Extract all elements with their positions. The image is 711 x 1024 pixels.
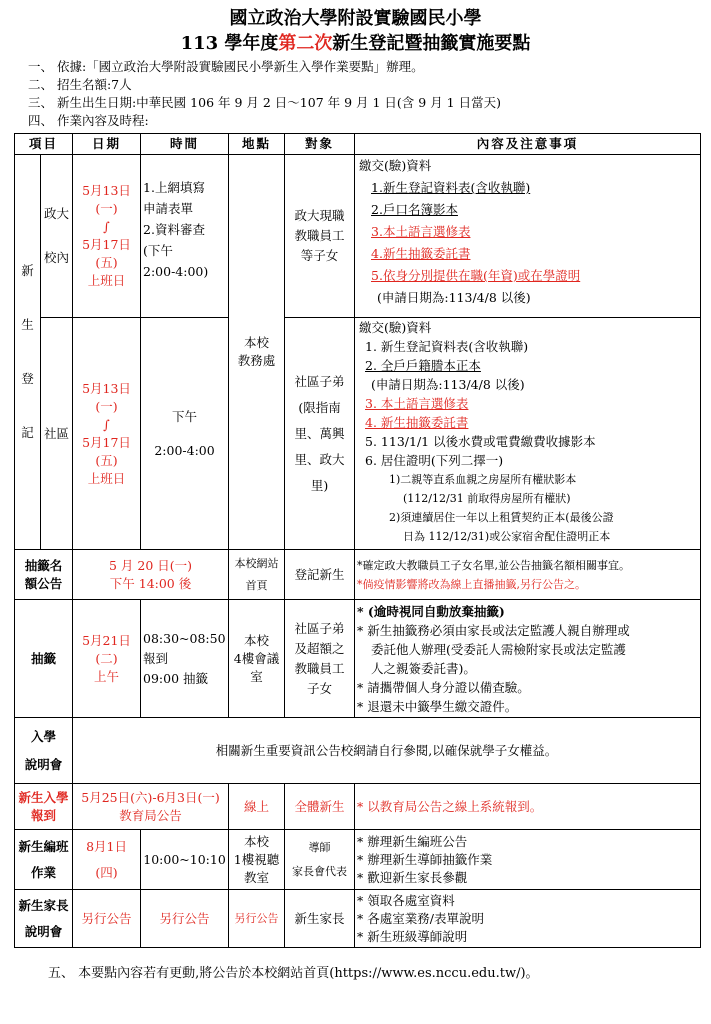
date-line: 上班日 [87, 470, 126, 486]
date-line: (二) [95, 650, 118, 666]
table-row [15, 318, 701, 550]
date-line: (一) [95, 201, 118, 216]
class-content [355, 830, 701, 890]
footer-note: 五、 本要點內容若有更動,將公告於本校網站首頁(https://www.es.nccu.edu.tw/)。 [48, 966, 539, 981]
time-line: 申請表單 [143, 201, 194, 216]
content-line: 5.依身分別提供在職(年資)或在學證明 [371, 268, 581, 283]
target-line: 社區子弟 [294, 373, 345, 389]
sub-label-community: 社區 [41, 318, 73, 550]
sub-label-text: 校內 [44, 250, 70, 265]
date-line: 5月25日(六)-6月3日(一) [81, 789, 220, 805]
content-line: 人之親簽委託書)。 [371, 661, 476, 676]
label-line: 報到 [31, 807, 57, 823]
table-row [15, 784, 701, 830]
sub-label-staff [41, 155, 73, 318]
staff-time [141, 155, 229, 318]
announce-content [355, 550, 701, 600]
place-line: 室 [250, 668, 263, 684]
content-line: 1.新生登記資料表(含收執聯) [371, 180, 531, 195]
time-line: 下午 [172, 408, 198, 424]
lottery-label: 抽籤 [15, 600, 73, 718]
content-line: * (逾時視同自動放棄抽籤) [357, 604, 505, 619]
place-line: 本校 [244, 335, 270, 350]
header-content: 內容及注意事項 [355, 134, 701, 155]
date-line: 8月1日 [86, 838, 127, 854]
time-line: 2:00-4:00 [154, 442, 215, 458]
subtitle-year: 113 學年度 [180, 33, 279, 54]
class-place [229, 830, 285, 890]
date-line: ∫ [103, 219, 110, 234]
content-line: * 各處室業務/表單說明 [357, 910, 484, 926]
place-line: 本校 [244, 833, 270, 849]
subtitle-rest: 新生登記暨抽籤實施要點 [332, 33, 531, 54]
target-line: 等子女 [300, 248, 339, 263]
registration-char: 登 [21, 371, 34, 386]
content-line: 1)二親等直系血親之房屋所有權狀影本 [389, 473, 577, 486]
place-line: 首頁 [245, 578, 268, 592]
target-line: 子女 [307, 680, 333, 696]
date-line: (一) [95, 398, 118, 414]
lottery-content [355, 600, 701, 718]
label-line: 作業 [31, 864, 57, 880]
label-line: 說明會 [24, 923, 63, 939]
parents-content [355, 890, 701, 948]
date-line: 5 月 20 日(一) [108, 557, 193, 573]
target-line: 里) [310, 477, 329, 493]
time-line: (下午 [143, 243, 173, 258]
target-line: 里、萬興 [294, 425, 345, 441]
announce-label [15, 550, 73, 600]
report-target: 全體新生 [285, 784, 355, 830]
class-label [15, 830, 73, 890]
content-line: 4.新生抽籤委託書 [371, 246, 471, 261]
intro-item-birthdate: 三、 新生出生日期:中華民國 106 年 9 月 2 日～107 年 9 月 1 日(含 9 月 1 日當天) [28, 95, 501, 110]
label-line: 入學 [31, 728, 57, 744]
content-line: 2. 全戶戶籍謄本正本 [365, 358, 481, 373]
content-line: (申請日期為:113/4/8 以後) [377, 290, 531, 305]
class-time: 10:00~10:10 [141, 830, 229, 890]
time-line: 2:00-4:00) [143, 264, 209, 279]
target-line: 社區子弟 [294, 620, 345, 636]
class-date [73, 830, 141, 890]
target-line: 家長會代表 [292, 864, 348, 878]
content-line: 2.戶口名簿影本 [371, 202, 458, 217]
lottery-place [229, 600, 285, 718]
table-row [15, 155, 701, 318]
table-row [15, 600, 701, 718]
parents-label [15, 890, 73, 948]
content-line: * 辦理新生編班公告 [357, 833, 468, 849]
content-line: *倘疫情影響將改為線上直播抽籤,另行公告之。 [357, 577, 587, 591]
time-line: 09:00 抽籤 [143, 670, 209, 686]
parents-place: 另行公告 [229, 890, 285, 948]
staff-target [285, 155, 355, 318]
report-date [73, 784, 229, 830]
content-line: 繳交(驗)資料 [359, 158, 432, 173]
announce-target: 登記新生 [285, 550, 355, 600]
date-line: ∫ [103, 416, 110, 432]
target-line: 政大現職 [294, 208, 345, 223]
label-line: 新生入學 [18, 789, 69, 805]
content-line: 4. 新生抽籤委託書 [365, 415, 469, 430]
report-place: 線上 [229, 784, 285, 830]
staff-date [73, 155, 141, 318]
content-line: * 歡迎新生家長參觀 [357, 869, 468, 885]
registration-place [229, 155, 285, 550]
intro-item-quota: 二、 招生名額:7人 [28, 77, 132, 92]
orientation-content: 相關新生重要資訊公告校網請自行參閱,以確保就學子女權益。 [73, 718, 701, 784]
community-target [285, 318, 355, 550]
label-line: 新生編班 [18, 838, 69, 854]
target-line: 導師 [308, 840, 331, 854]
date-line: 5月17日 [82, 237, 131, 252]
label-line: 說明會 [24, 756, 63, 772]
content-line: * 新生抽籤務必須由家長或法定監護人親自辦理或 [357, 623, 630, 638]
time-line: 2.資料審查 [143, 222, 205, 237]
target-line: 教職員工 [294, 660, 345, 676]
place-line: 教務處 [237, 353, 276, 368]
community-date [73, 318, 141, 550]
date-line: 5月13日 [82, 380, 131, 396]
content-line: 繳交(驗)資料 [359, 320, 432, 335]
lottery-time [141, 600, 229, 718]
content-line: 委託他人辦理(受委託人需檢附家長或法定監護 [371, 642, 626, 657]
header-item: 項目 [15, 134, 73, 155]
report-label [15, 784, 73, 830]
content-line: 日為 112/12/31)或公家宿舍配住證明正本 [403, 530, 611, 543]
subtitle-round: 第二次 [278, 33, 333, 54]
date-line: (四) [95, 864, 118, 880]
date-line: (五) [95, 452, 118, 468]
parents-date: 另行公告 [73, 890, 141, 948]
intro-item-basis: 一、 依據:「國立政治大學附設實驗國民小學新生入學作業要點」辦理。 [28, 59, 424, 74]
header-target: 對象 [285, 134, 355, 155]
content-line: * 請攜帶個人身分證以備查驗。 [357, 680, 530, 695]
table-row [15, 718, 701, 784]
announce-date [73, 550, 229, 600]
date-line: 上班日 [87, 273, 126, 288]
lottery-date [73, 600, 141, 718]
lottery-target [285, 600, 355, 718]
report-content: * 以教育局公告之線上系統報到。 [355, 784, 701, 830]
content-line: (申請日期為:113/4/8 以後) [371, 377, 525, 392]
date-line: 5月21日 [82, 632, 131, 648]
table-row [15, 550, 701, 600]
content-line: * 辦理新生導師抽籤作業 [357, 851, 493, 867]
date-line: 上午 [94, 668, 120, 684]
parents-time: 另行公告 [141, 890, 229, 948]
schedule-table [14, 133, 701, 948]
registration-label [15, 155, 41, 550]
registration-char: 生 [21, 317, 34, 332]
header-date: 日期 [73, 134, 141, 155]
target-line: 及超額之 [294, 640, 345, 656]
content-line: * 退還未中籤學生繳交證件。 [357, 699, 518, 714]
place-line: 本校 [244, 632, 270, 648]
registration-char: 記 [21, 425, 34, 440]
intro-item-schedule: 四、 作業內容及時程: [28, 113, 149, 128]
date-line: 5月13日 [82, 183, 131, 198]
content-line: 3.本土語言選修表 [371, 224, 471, 239]
header-time: 時間 [141, 134, 229, 155]
content-line: 2)須連續居住一年以上租賃契約正本(最後公證 [389, 511, 614, 524]
label-line: 抽籤名 [24, 557, 63, 573]
table-header-row [15, 134, 701, 155]
place-line: 本校網站 [234, 556, 279, 570]
community-content [355, 318, 701, 550]
time-line: 報到 [143, 650, 169, 666]
document-subtitle [0, 33, 711, 55]
content-line: 3. 本土語言選修表 [365, 396, 469, 411]
staff-content [355, 155, 701, 318]
content-line: *確定政大教職員工子女名單,並公告抽籤名額相關事宜。 [357, 558, 631, 572]
time-line: 1.上網填寫 [143, 180, 205, 195]
content-line: (112/12/31 前取得房屋所有權狀) [403, 492, 571, 505]
registration-char: 新 [21, 263, 34, 278]
place-line: 1樓視聽 [233, 851, 280, 867]
parents-target: 新生家長 [285, 890, 355, 948]
date-line: 教育局公告 [119, 807, 182, 823]
header-place: 地點 [229, 134, 285, 155]
date-line: (五) [95, 255, 118, 270]
label-line: 額公告 [24, 575, 63, 591]
content-line: * 領取各處室資料 [357, 892, 455, 908]
place-line: 教室 [244, 869, 270, 885]
time-line: 08:30~08:50 [143, 630, 226, 646]
table-row [15, 830, 701, 890]
target-line: (限指南 [298, 399, 341, 415]
date-line: 下午 14:00 後 [109, 575, 192, 591]
place-line: 4樓會議 [233, 650, 280, 666]
orientation-label [15, 718, 73, 784]
date-line: 5月17日 [82, 434, 131, 450]
target-line: 教職員工 [294, 228, 345, 243]
content-line: 5. 113/1/1 以後水費或電費繳費收據影本 [365, 434, 596, 449]
content-line: 6. 居住證明(下列二擇一) [365, 453, 504, 468]
table-row [15, 890, 701, 948]
community-time [141, 318, 229, 550]
intro-list [28, 58, 501, 130]
content-line: * 新生班級導師說明 [357, 928, 468, 944]
document-title: 國立政治大學附設實驗國民小學 [229, 8, 482, 29]
announce-place [229, 550, 285, 600]
content-line: 1. 新生登記資料表(含收執聯) [365, 339, 529, 354]
label-line: 新生家長 [18, 897, 69, 913]
target-line: 里、政大 [294, 451, 345, 467]
sub-label-text: 政大 [44, 206, 70, 221]
class-target [285, 830, 355, 890]
